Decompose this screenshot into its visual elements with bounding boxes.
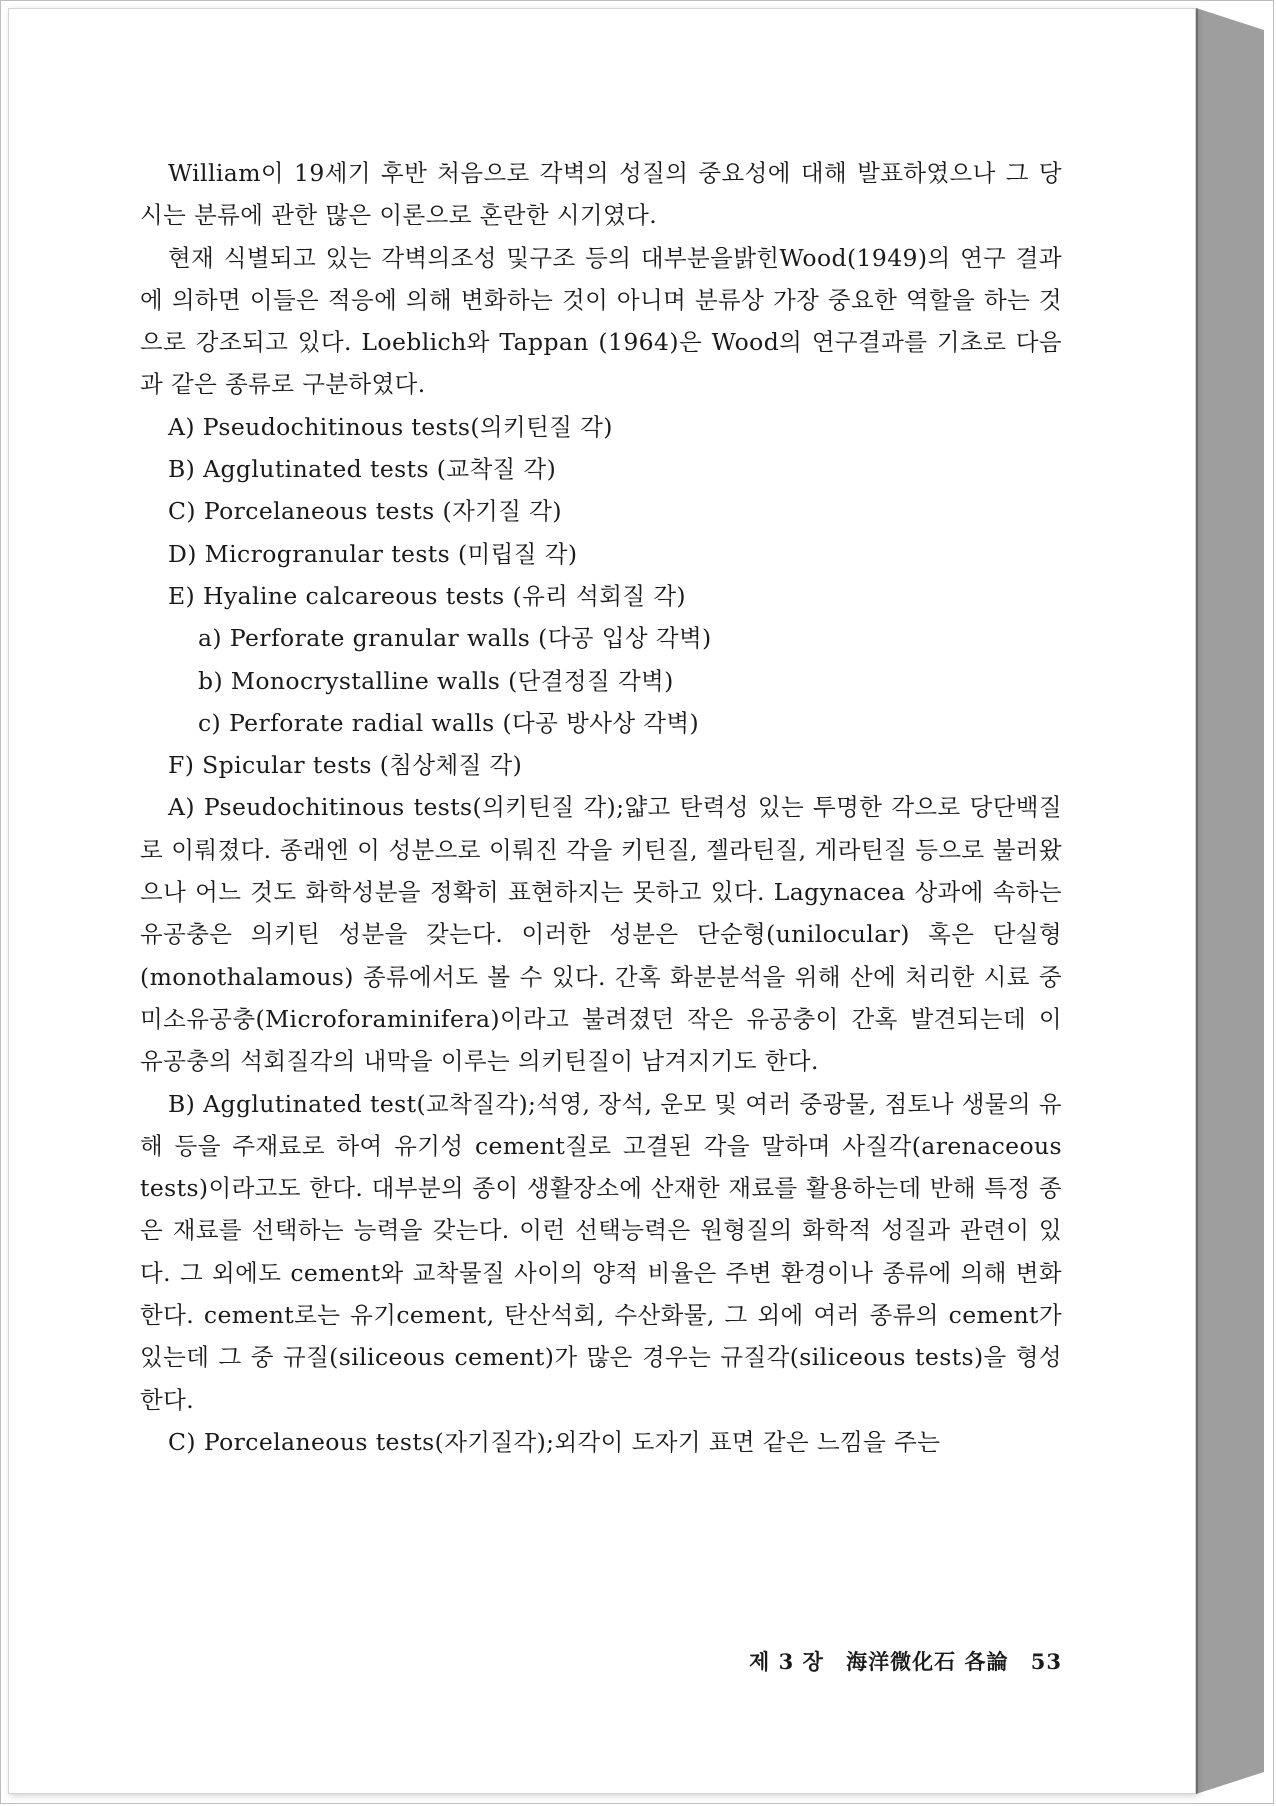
list-item-e: E) Hyaline calcareous tests (유리 석회질 각) [168,581,686,610]
page-footer [735,1646,1062,1676]
list-item-b: B) Agglutinated tests (교착질 각) [168,455,557,484]
intro-paragraph-1: William이 19세기 후반 처음으로 각벽의 성질의 중요성에 대해 발표하였으나 그 당시는 분류에 관한 많은 이론으로 혼란한 시기였다. [140,159,1062,230]
sublist-item-a: a) Perforate granular walls (다공 입상 각벽) [198,624,712,653]
list-item-a: A) Pseudochitinous tests(의키틴질 각) [168,412,613,441]
page-number: 53 [1030,1649,1062,1674]
list-item-c: C) Porcelaneous tests (자기질 각) [168,497,562,526]
sublist-item-c: c) Perforate radial walls (다공 방사상 각벽) [198,708,700,737]
intro-paragraph-2: 현재 식별되고 있는 각벽의조성 및구조 등의 대부분을밝힌Wood(1949)의 연구 결과에 의하면 이들은 적응에 의해 변화하는 것이 아니며 분류상 가장 중요한 역할을 하는 것으로 강조되고 있다. Loeblich와 Tappan (1964)은 Wood의 연구결과를 기초로 다음과 같은 종류로 구분하였다. [140,243,1062,399]
paragraph-pseudochitinous: A) Pseudochitinous tests(의키틴질 각);얇고 탄력성 있는 투명한 각으로 당단백질로 이뤄졌다. 종래엔 이 성분으로 이뤄진 각을 키틴질, 젤라틴질, 게라틴질 등으로 불러왔으나 어느 것도 화학성분을 정확히 표현하지는 못하고 있다. Lagynacea 상과에 속하는 유공충은 의키틴 성분을 갖는다. 이러한 성분은 단순형(unilocular) 혹은 단실형(monothalamous) 종류에서도 볼 수 있다. 간혹 화분분석을 위해 산에 처리한 시료 중 미소유공충(Microforaminifera)이라고 불려졌던 작은 유공충이 간혹 발견되는데 이 유공충의 석회질각의 내막을 이루는 의키틴질이 남겨지기도 한다. [140,793,1062,1076]
paragraph-porcelaneous: C) Porcelaneous tests(자기질각);외각이 도자기 표면 같은 느낌을 주는 [168,1427,941,1456]
page-stack-edge [1196,8,1264,1794]
list-item-d: D) Microgranular tests (미립질 각) [168,539,578,568]
footer-chapter: 제 3 장 [749,1649,824,1674]
list-item-f: F) Spicular tests (침상체질 각) [168,751,523,780]
footer-title: 海洋微化石 各論 [846,1649,1009,1674]
sublist-item-b: b) Monocrystalline walls (단결정질 각벽) [198,666,674,695]
page-body [140,152,1062,1463]
paragraph-agglutinated: B) Agglutinated test(교착질각);석영, 장석, 운모 및 여러 중광물, 점토나 생물의 유해 등을 주재료로 하여 유기성 cement질로 고결된 각을 말하며 사질각(arenaceous tests)이라고도 한다. 대부분의 종이 생활장소에 산재한 재료를 활용하는데 반해 특정 종은 재료를 선택하는 능력을 갖는다. 이런 선택능력은 원형질의 화학적 성질과 관련이 있다. 그 외에도 cement와 교착물질 사이의 양적 비율은 주변 환경이나 종류에 의해 변화한다. cement로는 유기cement, 탄산석회, 수산화물, 그 외에 여러 종류의 cement가 있는데 그 중 규질(siliceous cement)가 많은 경우는 규질각(siliceous tests)을 형성한다. [140,1089,1062,1414]
